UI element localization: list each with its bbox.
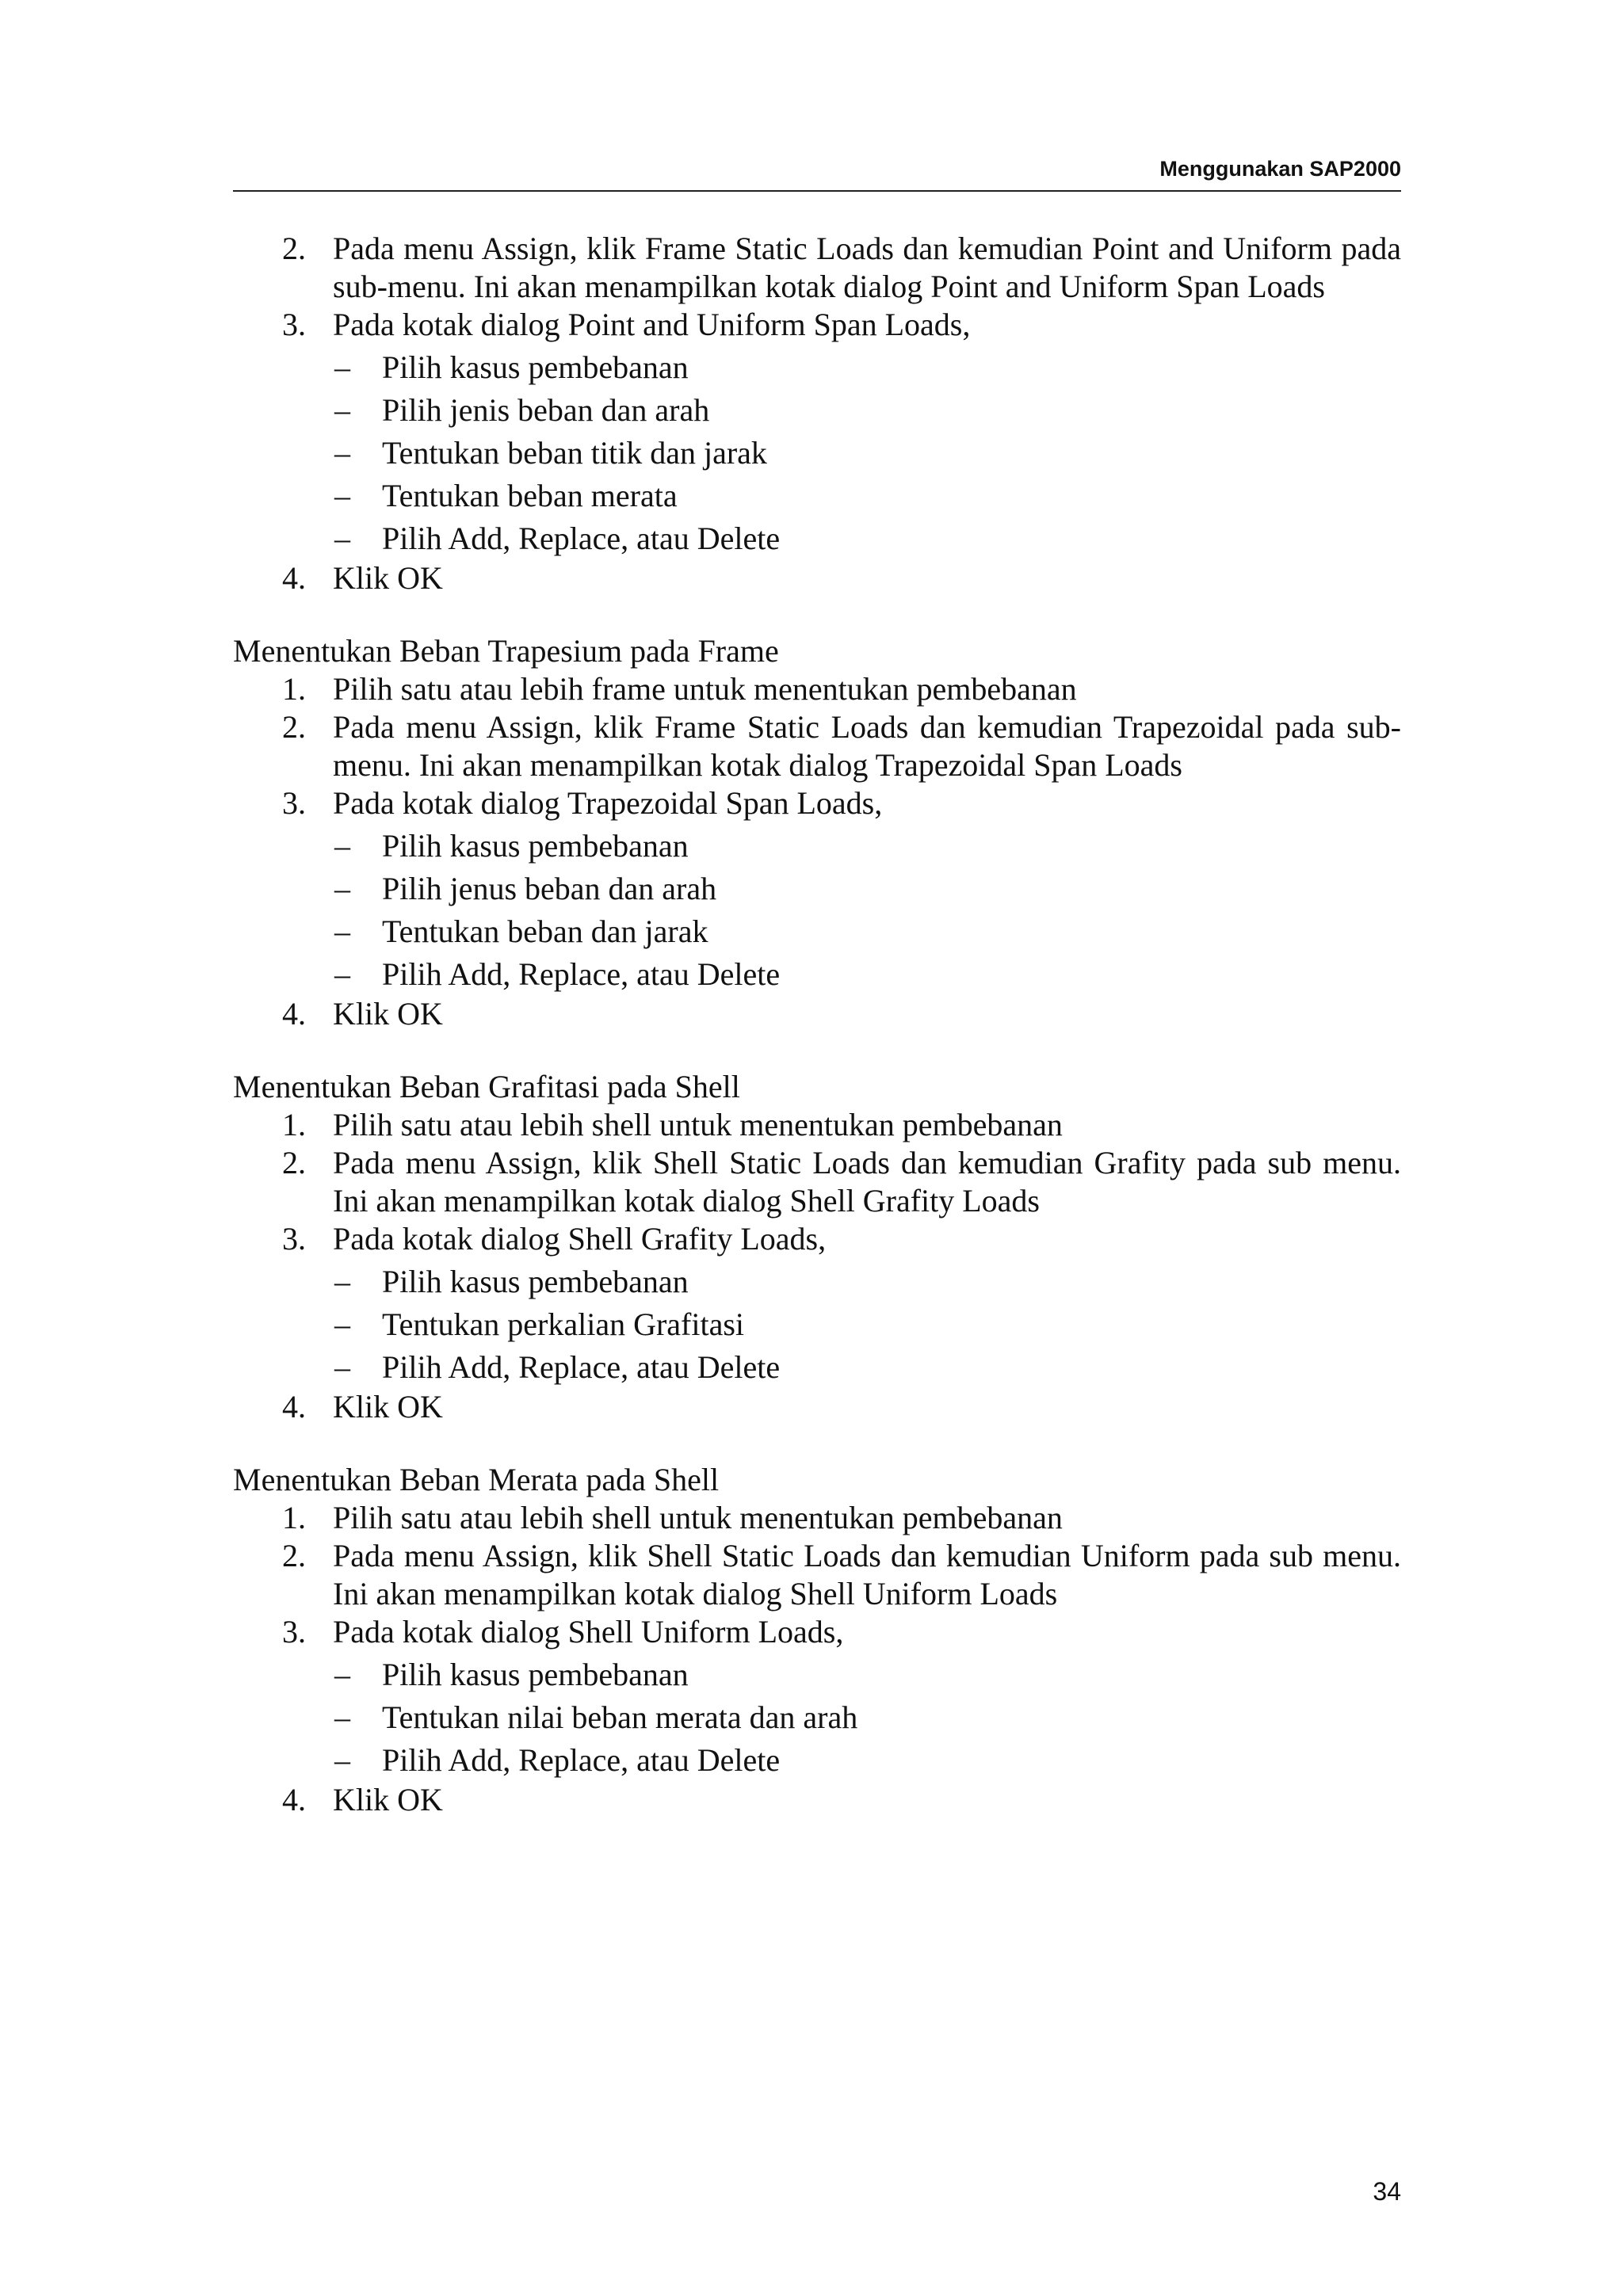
dash-bullet: –	[334, 871, 350, 906]
list-item	[233, 1388, 1401, 1426]
list-item	[233, 1144, 1401, 1220]
sub-list-text: Pilih Add, Replace, atau Delete	[382, 1349, 781, 1385]
list-item	[233, 230, 1401, 306]
dash-bullet: –	[334, 1699, 350, 1735]
sub-list-item	[233, 520, 1401, 558]
list-number: 3.	[282, 1614, 306, 1650]
sub-list-item	[233, 391, 1401, 429]
list-number: 3.	[282, 307, 306, 342]
list-number: 4.	[282, 996, 306, 1032]
dash-bullet: –	[334, 1742, 350, 1778]
list-item	[233, 1537, 1401, 1613]
section-merata-shell	[233, 1461, 1401, 1819]
list-item	[233, 1499, 1401, 1537]
list-text: Pilih satu atau lebih frame untuk menentukan pembebanan	[333, 671, 1077, 707]
list-item	[233, 1781, 1401, 1819]
dash-bullet: –	[334, 956, 350, 992]
list-text: Pada kotak dialog Shell Uniform Loads,	[333, 1614, 844, 1650]
sub-list-item	[233, 477, 1401, 515]
sub-list-text: Pilih kasus pembebanan	[382, 1657, 689, 1692]
sub-list-item	[233, 913, 1401, 951]
list-number: 1.	[282, 1500, 306, 1535]
list-text: Pilih satu atau lebih shell untuk menentukan pembebanan	[333, 1107, 1063, 1142]
section-grafitasi-shell	[233, 1068, 1401, 1426]
section-title: Menentukan Beban Trapesium pada Frame	[233, 633, 779, 669]
list-number: 4.	[282, 1782, 306, 1817]
document-body	[233, 230, 1401, 1819]
dash-bullet: –	[334, 1349, 350, 1385]
sub-list-item	[233, 955, 1401, 994]
sub-list-item	[233, 827, 1401, 865]
sub-list-text: Tentukan nilai beban merata dan arah	[382, 1699, 858, 1735]
list-item	[233, 670, 1401, 708]
section-trapesium-frame	[233, 632, 1401, 1033]
list-text: Pada kotak dialog Shell Grafity Loads,	[333, 1221, 827, 1257]
dash-bullet: –	[334, 435, 350, 471]
sub-list-text: Pilih jenis beban dan arah	[382, 392, 710, 428]
list-item	[233, 1613, 1401, 1651]
sub-list-item	[233, 870, 1401, 908]
dash-bullet: –	[334, 478, 350, 513]
list-text: Pada menu Assign, klik Frame Static Loads dan kemudian Point and Uniform pada sub-menu. Ini akan menampilkan kotak dialog Point and Uniform Span Loads	[333, 231, 1401, 304]
list-text: Pada menu Assign, klik Shell Static Loads dan kemudian Grafity pada sub menu. Ini akan menampilkan kotak dialog Shell Grafity Loads	[333, 1145, 1401, 1219]
list-item	[233, 1106, 1401, 1144]
sub-list-item	[233, 1699, 1401, 1737]
sub-list-text: Tentukan perkalian Grafitasi	[382, 1306, 745, 1342]
list-text: Pada menu Assign, klik Shell Static Loads dan kemudian Uniform pada sub menu. Ini akan menampilkan kotak dialog Shell Uniform Loads	[333, 1538, 1401, 1611]
list-number: 2.	[282, 709, 306, 745]
list-text: Pada menu Assign, klik Frame Static Loads dan kemudian Trapezoidal pada sub-menu. Ini akan menampilkan kotak dialog Trapezoidal Span Loads	[333, 709, 1401, 783]
list-item	[233, 708, 1401, 784]
page-number: 34	[1373, 2177, 1401, 2206]
dash-bullet: –	[334, 521, 350, 556]
intro-block	[233, 230, 1401, 597]
sub-list-item	[233, 1656, 1401, 1694]
list-item	[233, 784, 1401, 822]
sub-list-item	[233, 1348, 1401, 1386]
list-item	[233, 559, 1401, 597]
list-item	[233, 1220, 1401, 1258]
list-text: Klik OK	[333, 1782, 443, 1817]
list-number: 3.	[282, 1221, 306, 1257]
sub-list-text: Pilih kasus pembebanan	[382, 828, 689, 864]
sub-list-item	[233, 1306, 1401, 1344]
sub-list-item	[233, 434, 1401, 472]
dash-bullet: –	[334, 1306, 350, 1342]
list-number: 2.	[282, 231, 306, 266]
sub-list-item	[233, 349, 1401, 387]
list-number: 2.	[282, 1145, 306, 1180]
dash-bullet: –	[334, 1264, 350, 1299]
list-text: Klik OK	[333, 1389, 443, 1425]
sub-list-text: Tentukan beban merata	[382, 478, 678, 513]
list-text: Pada kotak dialog Trapezoidal Span Loads,	[333, 785, 883, 821]
sub-list-text: Pilih Add, Replace, atau Delete	[382, 521, 781, 556]
section-title: Menentukan Beban Grafitasi pada Shell	[233, 1069, 740, 1104]
sub-list-text: Pilih kasus pembebanan	[382, 1264, 689, 1299]
list-number: 3.	[282, 785, 306, 821]
list-text: Pilih satu atau lebih shell untuk menentukan pembebanan	[333, 1500, 1063, 1535]
sub-list-item	[233, 1263, 1401, 1301]
sub-list-text: Pilih Add, Replace, atau Delete	[382, 956, 781, 992]
page-header	[233, 155, 1401, 192]
sub-list-text: Pilih kasus pembebanan	[382, 349, 689, 385]
dash-bullet: –	[334, 1657, 350, 1692]
sub-list-item	[233, 1741, 1401, 1779]
list-number: 1.	[282, 671, 306, 707]
sub-list-text: Tentukan beban titik dan jarak	[382, 435, 767, 471]
sub-list-text: Pilih jenus beban dan arah	[382, 871, 717, 906]
dash-bullet: –	[334, 392, 350, 428]
dash-bullet: –	[334, 913, 350, 949]
running-header-title: Menggunakan SAP2000	[1159, 157, 1401, 181]
list-text: Klik OK	[333, 560, 443, 596]
dash-bullet: –	[334, 349, 350, 385]
list-number: 4.	[282, 1389, 306, 1425]
section-title: Menentukan Beban Merata pada Shell	[233, 1462, 720, 1497]
list-number: 4.	[282, 560, 306, 596]
list-text: Pada kotak dialog Point and Uniform Span Loads,	[333, 307, 971, 342]
dash-bullet: –	[334, 828, 350, 864]
list-item	[233, 995, 1401, 1033]
list-item	[233, 306, 1401, 344]
sub-list-text: Pilih Add, Replace, atau Delete	[382, 1742, 781, 1778]
list-number: 2.	[282, 1538, 306, 1573]
sub-list-text: Tentukan beban dan jarak	[382, 913, 708, 949]
list-number: 1.	[282, 1107, 306, 1142]
list-text: Klik OK	[333, 996, 443, 1032]
